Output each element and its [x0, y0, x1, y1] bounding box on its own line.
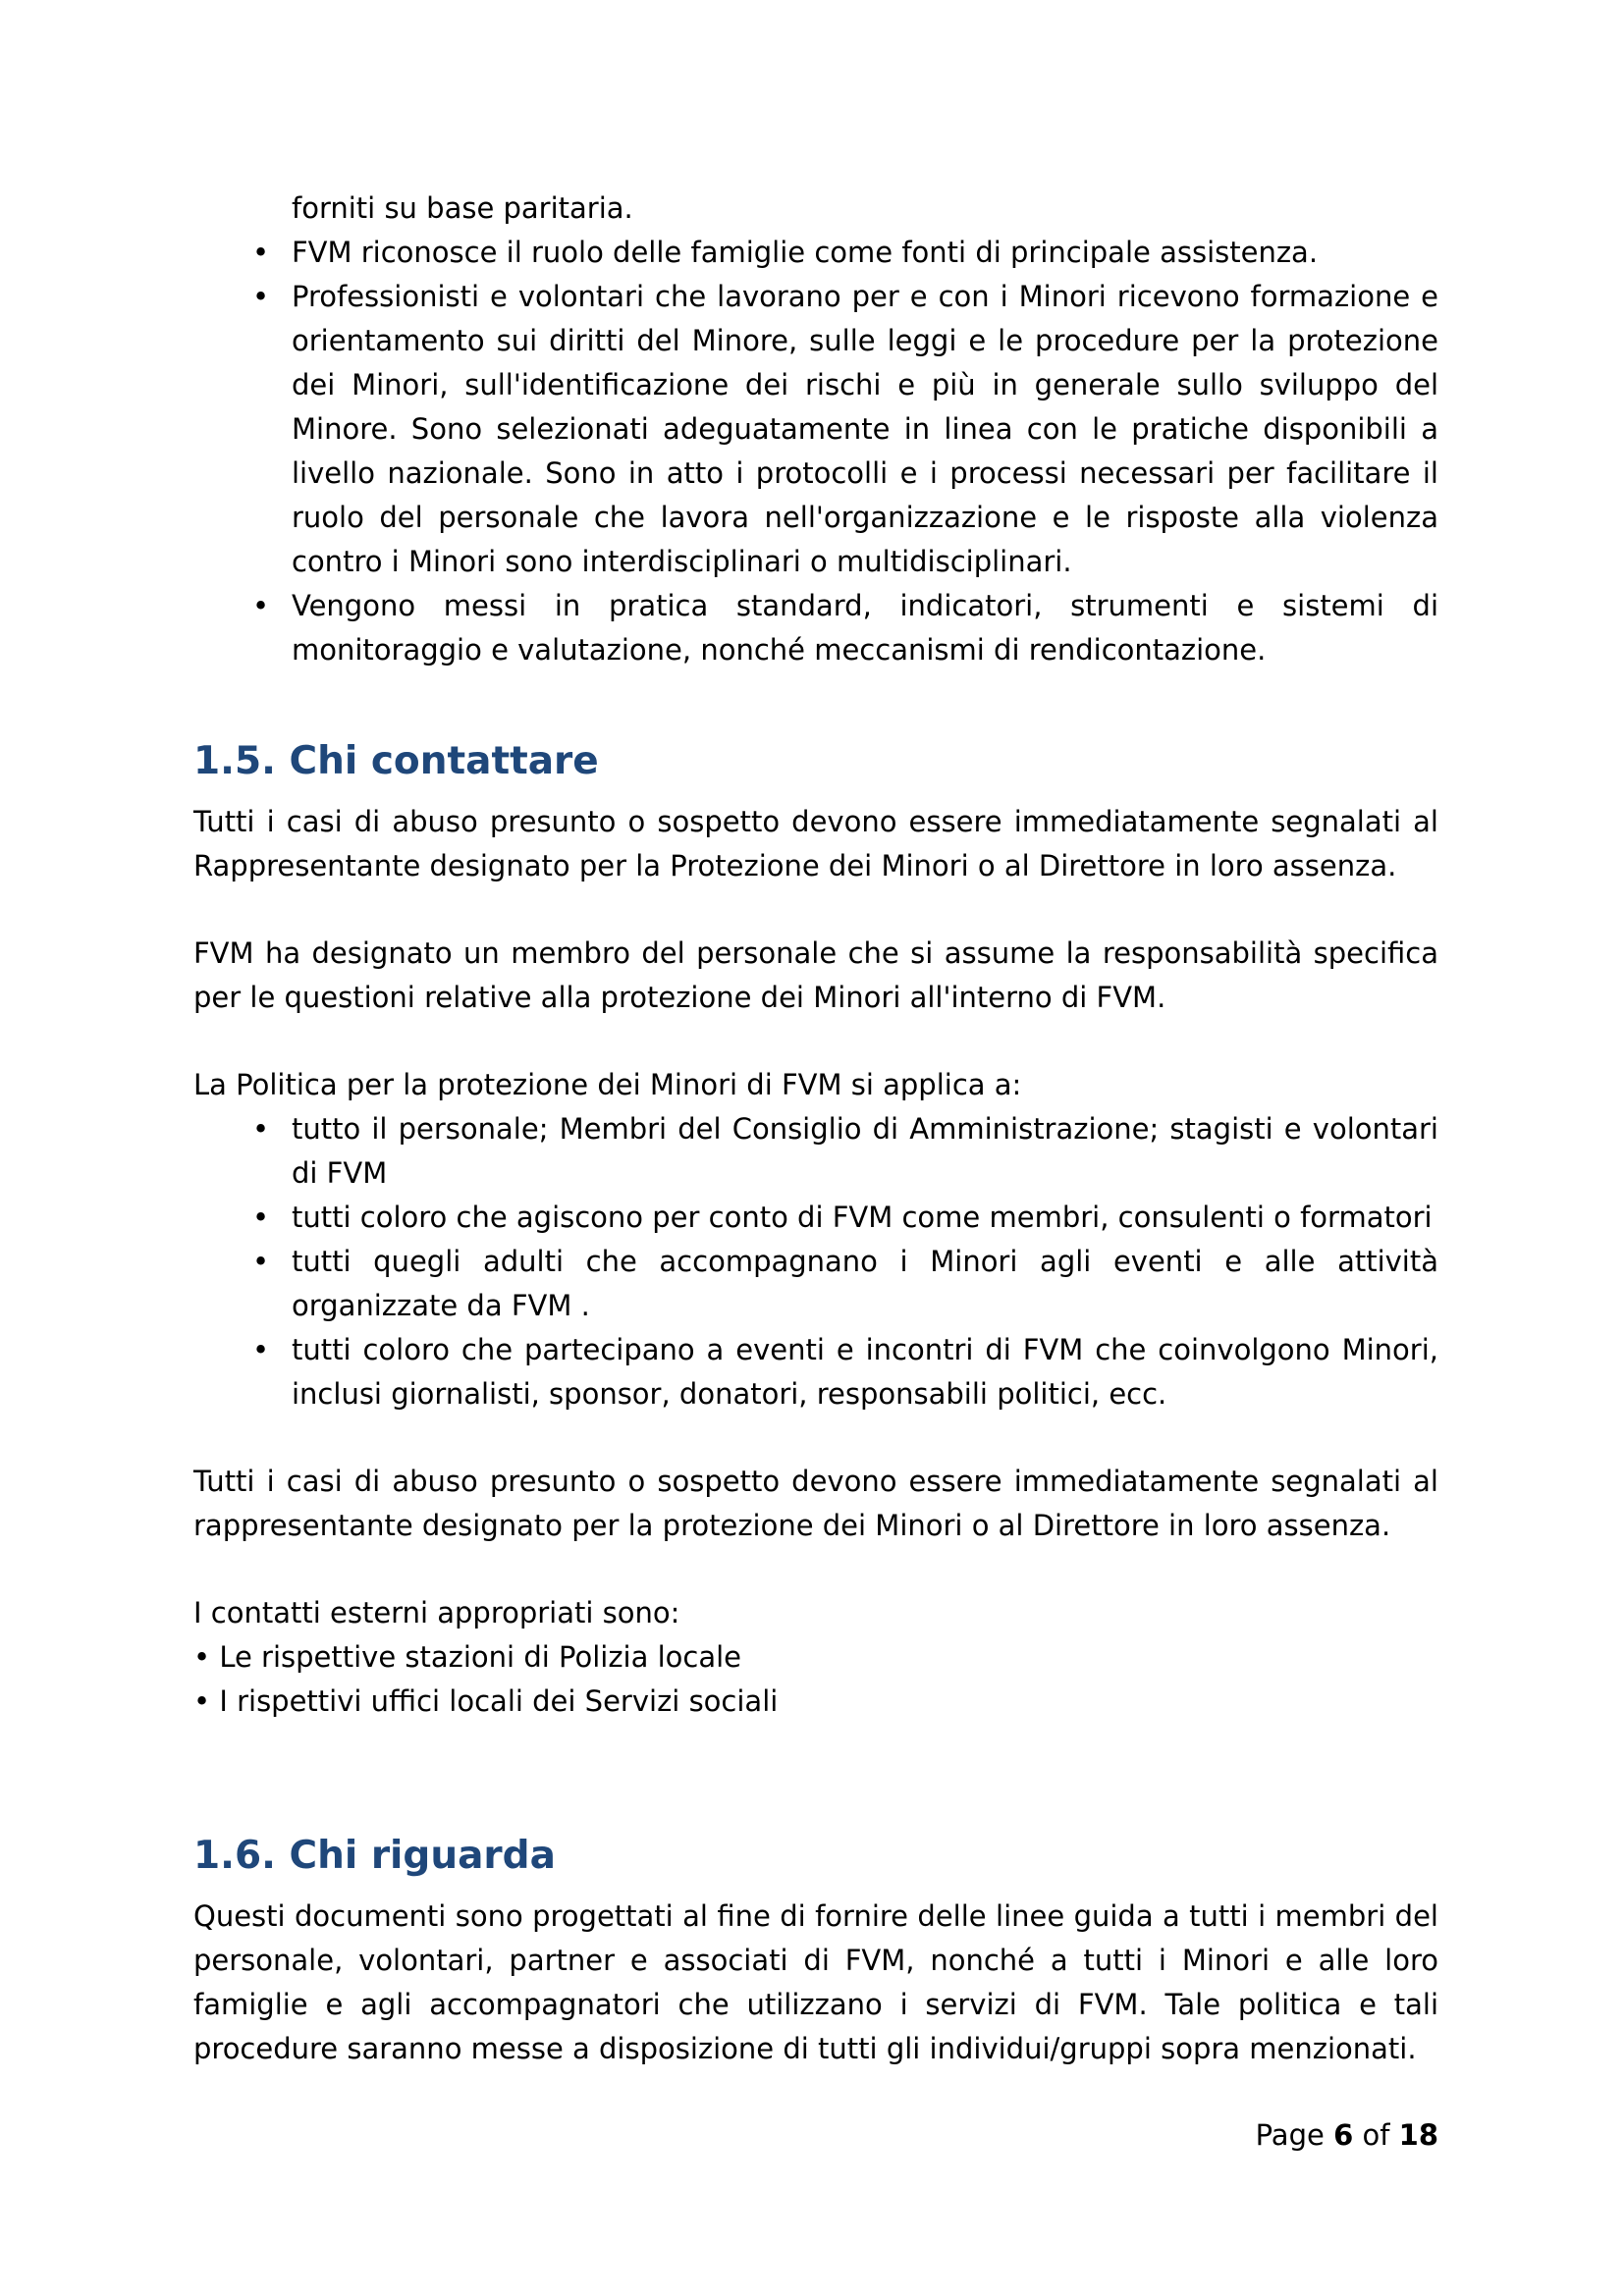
paragraph: La Politica per la protezione dei Minori di FVM si applica a: [193, 1068, 1022, 1101]
list-item-text: tutti quegli adulti che accompagnano i Minori agli eventi e alle attività organizzate da FVM . [292, 1245, 1438, 1322]
list-item-text: Professionisti e volontari che lavorano per e con i Minori ricevono formazione e orientamento sui diritti del Minore, sulle leggi e le procedure per la protezione dei Minori, sull'identificazione dei rischi e più in generale sullo sviluppo del Minore. Sono selezionati adeguatamente in linea con le pratiche disponibili a livello nazionale. Sono in atto i protocolli e i processi necessari per facilitare il ruolo del personale che lavora nell'organizzazione e le risposte alla violenza contro i Minori sono interdisciplinari o multidisciplinari. [292, 280, 1438, 578]
external-contacts-list [193, 1635, 1438, 1724]
document-page [193, 187, 1438, 2071]
bullet-glyph: • [252, 589, 270, 622]
paragraph: FVM ha designato un membro del personale che si assume la responsabilità specifica per le questioni relative alla protezione dei Minori all'interno di FVM. [193, 936, 1438, 1014]
page-label: Page [1255, 2118, 1325, 2152]
list-item [193, 1196, 1438, 1240]
list-item [193, 1107, 1438, 1196]
list-item [193, 584, 1438, 672]
section-heading-chi-riguarda: 1.6. Chi riguarda [193, 1834, 556, 1878]
paragraph: Tutti i casi di abuso presunto o sospetto devono essere immediatamente segnalati al Rappresentante designato per la Protezione dei Minori o al Direttore in loro assenza. [193, 805, 1438, 882]
applies-to-list [193, 1107, 1438, 1416]
list-item [193, 1328, 1438, 1416]
paragraph: Questi documenti sono progettati al fine di fornire delle linee guida a tutti i membri del personale, volontari, partner e associati di FVM, nonché a tutti i Minori e alle loro famiglie e agli accompagnatori che utilizzano i servizi di FVM. Tale politica e tali procedure saranno messe a disposizione di tutti gli individui/gruppi sopra menzionati. [193, 1899, 1438, 2065]
paragraph: I contatti esterni appropriati sono: [193, 1596, 680, 1629]
principles-list [193, 231, 1438, 672]
of-label: of [1362, 2118, 1390, 2152]
section-heading-chi-contattare: 1.5. Chi contattare [193, 739, 599, 783]
list-item: • I rispettivi uffici locali dei Servizi sociali [193, 1684, 779, 1718]
bullet-glyph: • [252, 1201, 270, 1234]
bullet-glyph: • [252, 1333, 270, 1366]
list-item [193, 275, 1438, 584]
list-item [193, 231, 1438, 275]
list-item-text: tutti coloro che partecipano a eventi e incontri di FVM che coinvolgono Minori, inclusi giornalisti, sponsor, donatori, responsabili politici, ecc. [292, 1333, 1438, 1411]
page-footer [1256, 2115, 1438, 2155]
bullet-glyph: • [252, 1112, 270, 1146]
list-item [193, 1240, 1438, 1328]
list-item: • Le rispettive stazioni di Polizia locale [193, 1640, 741, 1674]
bullet-continuation: forniti su base paritaria. [292, 191, 633, 225]
page-total: 18 [1398, 2118, 1438, 2152]
list-item-text: tutto il personale; Membri del Consiglio di Amministrazione; stagisti e volontari di FVM [292, 1112, 1438, 1190]
bullet-glyph: • [252, 236, 270, 269]
list-item-text: Vengono messi in pratica standard, indicatori, strumenti e sistemi di monitoraggio e valutazione, nonché meccanismi di rendicontazione. [292, 589, 1438, 667]
list-item-text: FVM riconosce il ruolo delle famiglie come fonti di principale assistenza. [292, 236, 1319, 269]
bullet-glyph: • [252, 1245, 270, 1278]
paragraph: Tutti i casi di abuso presunto o sospetto devono essere immediatamente segnalati al rappresentante designato per la protezione dei Minori o al Direttore in loro assenza. [193, 1465, 1438, 1542]
page-number: 6 [1333, 2118, 1354, 2152]
list-item-text: tutti coloro che agiscono per conto di FVM come membri, consulenti o formatori [292, 1201, 1433, 1234]
bullet-glyph: • [252, 280, 270, 313]
